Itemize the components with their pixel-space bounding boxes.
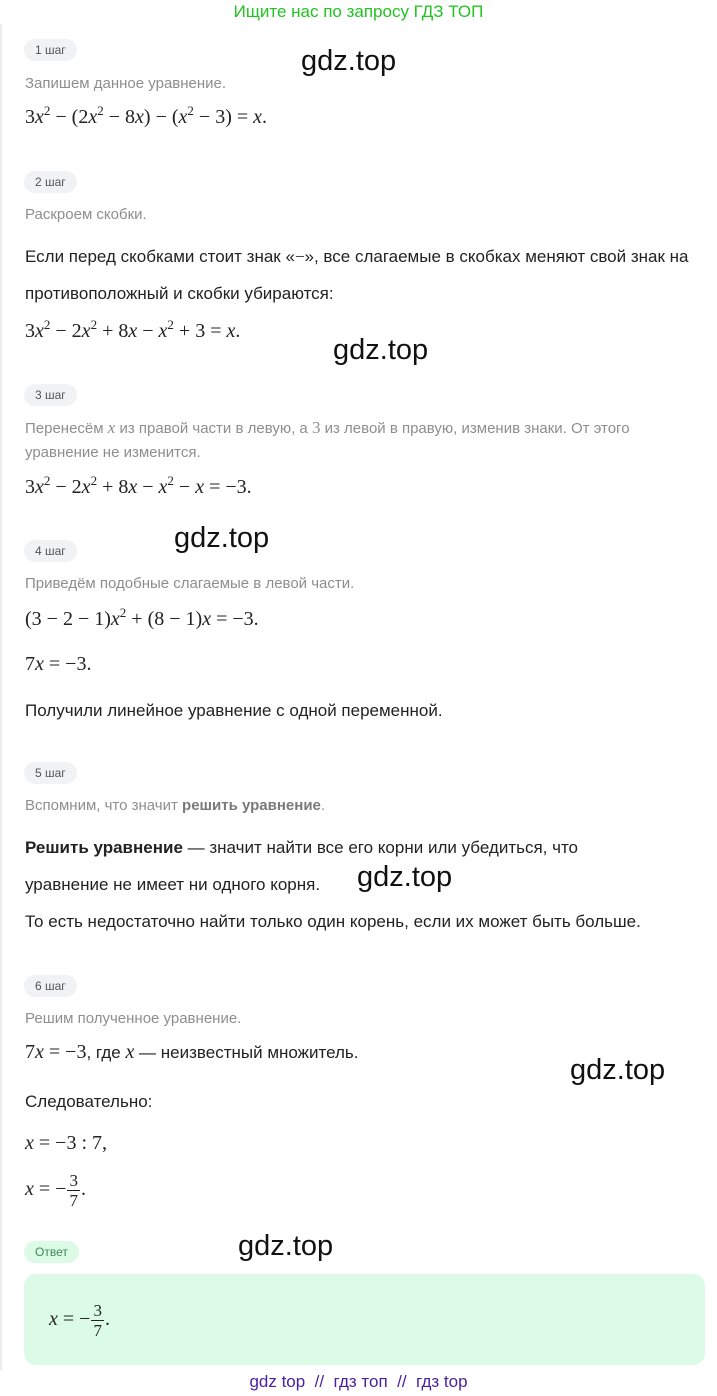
watermark: gdz.top: [174, 522, 270, 554]
fraction: $\frac{3}{7}$: [93, 1300, 102, 1340]
watermark: gdz.top: [357, 861, 453, 893]
step-5-caption: Вспомним, что значит решить уравнение.: [25, 797, 326, 814]
answer-box: [24, 1274, 705, 1365]
step-3-caption: Перенесём x из правой части в левую, а 3 из левой в правую, изменив знаки. От этого уравнение не изменится.: [25, 418, 630, 461]
step-3-equation: $3x^2 - 2x^2 + 8x - x^2 - x = -3$.: [25, 473, 252, 498]
left-rule: [0, 24, 2, 1370]
step-2-badge: 2 шаг: [24, 171, 77, 193]
step-5-badge: 5 шаг: [24, 762, 77, 784]
step-4-caption: Приведём подобные слагаемые в левой части.: [25, 575, 355, 592]
fraction: $\frac{3}{7}$: [69, 1170, 78, 1210]
watermark: gdz.top: [333, 334, 429, 366]
step-1-caption: Запишем данное уравнение.: [25, 75, 227, 92]
watermark: gdz.top: [301, 45, 397, 77]
answer-equation: x = − $\frac{3}{7}$ .: [49, 1300, 110, 1340]
step-6-equation-1: x = −3 : 7,: [25, 1132, 108, 1154]
answer-badge: Ответ: [24, 1241, 79, 1263]
step-1-badge: 1 шаг: [24, 39, 77, 61]
step-5-definition: Решить уравнение — значит найти все его корни или убедиться, что уравнение не имеет ни одного корня.: [25, 838, 579, 894]
step-4-equation-1: $(3 - 2 - 1)x^2 + (8 - 1)x = -3$.: [25, 605, 259, 630]
step-6-equation-text: 7x = −3, где x — неизвестный множитель.: [25, 1041, 359, 1063]
step-1-equation: $3x^2 - (2x^2 - 8x) - (x^2 - 3) = x$.: [25, 103, 268, 128]
step-6-equation-2: x = − $\frac{3}{7}$ .: [25, 1170, 86, 1210]
step-6-conclusion: Следовательно:: [25, 1092, 153, 1111]
step-6-caption: Решим полученное уравнение.: [25, 1010, 242, 1027]
step-6-badge: 6 шаг: [24, 975, 77, 997]
step-4-text: Получили линейное уравнение с одной переменной.: [25, 701, 443, 720]
footer-links: gdz top // гдз топ // гдз top: [249, 1372, 468, 1391]
step-5-note: То есть недостаточно найти только один корень, если их может быть больше.: [25, 912, 641, 931]
watermark: gdz.top: [238, 1230, 334, 1262]
step-2-caption: Раскроем скобки.: [25, 206, 147, 223]
step-4-equation-2: 7x = −3.: [25, 653, 92, 675]
step-2-equation: $3x^2 - 2x^2 + 8x - x^2 + 3 = x$.: [25, 317, 241, 342]
step-2-rule-text: Если перед скобками стоит знак «−», все слагаемые в скобках меняют свой знак на противоположный и скобки убираются:: [25, 247, 689, 303]
step-3-badge: 3 шаг: [24, 384, 77, 406]
top-banner: Ищите нас по запросу ГДЗ ТОП: [233, 2, 484, 21]
step-4-badge: 4 шаг: [24, 540, 77, 562]
watermark: gdz.top: [570, 1054, 666, 1086]
